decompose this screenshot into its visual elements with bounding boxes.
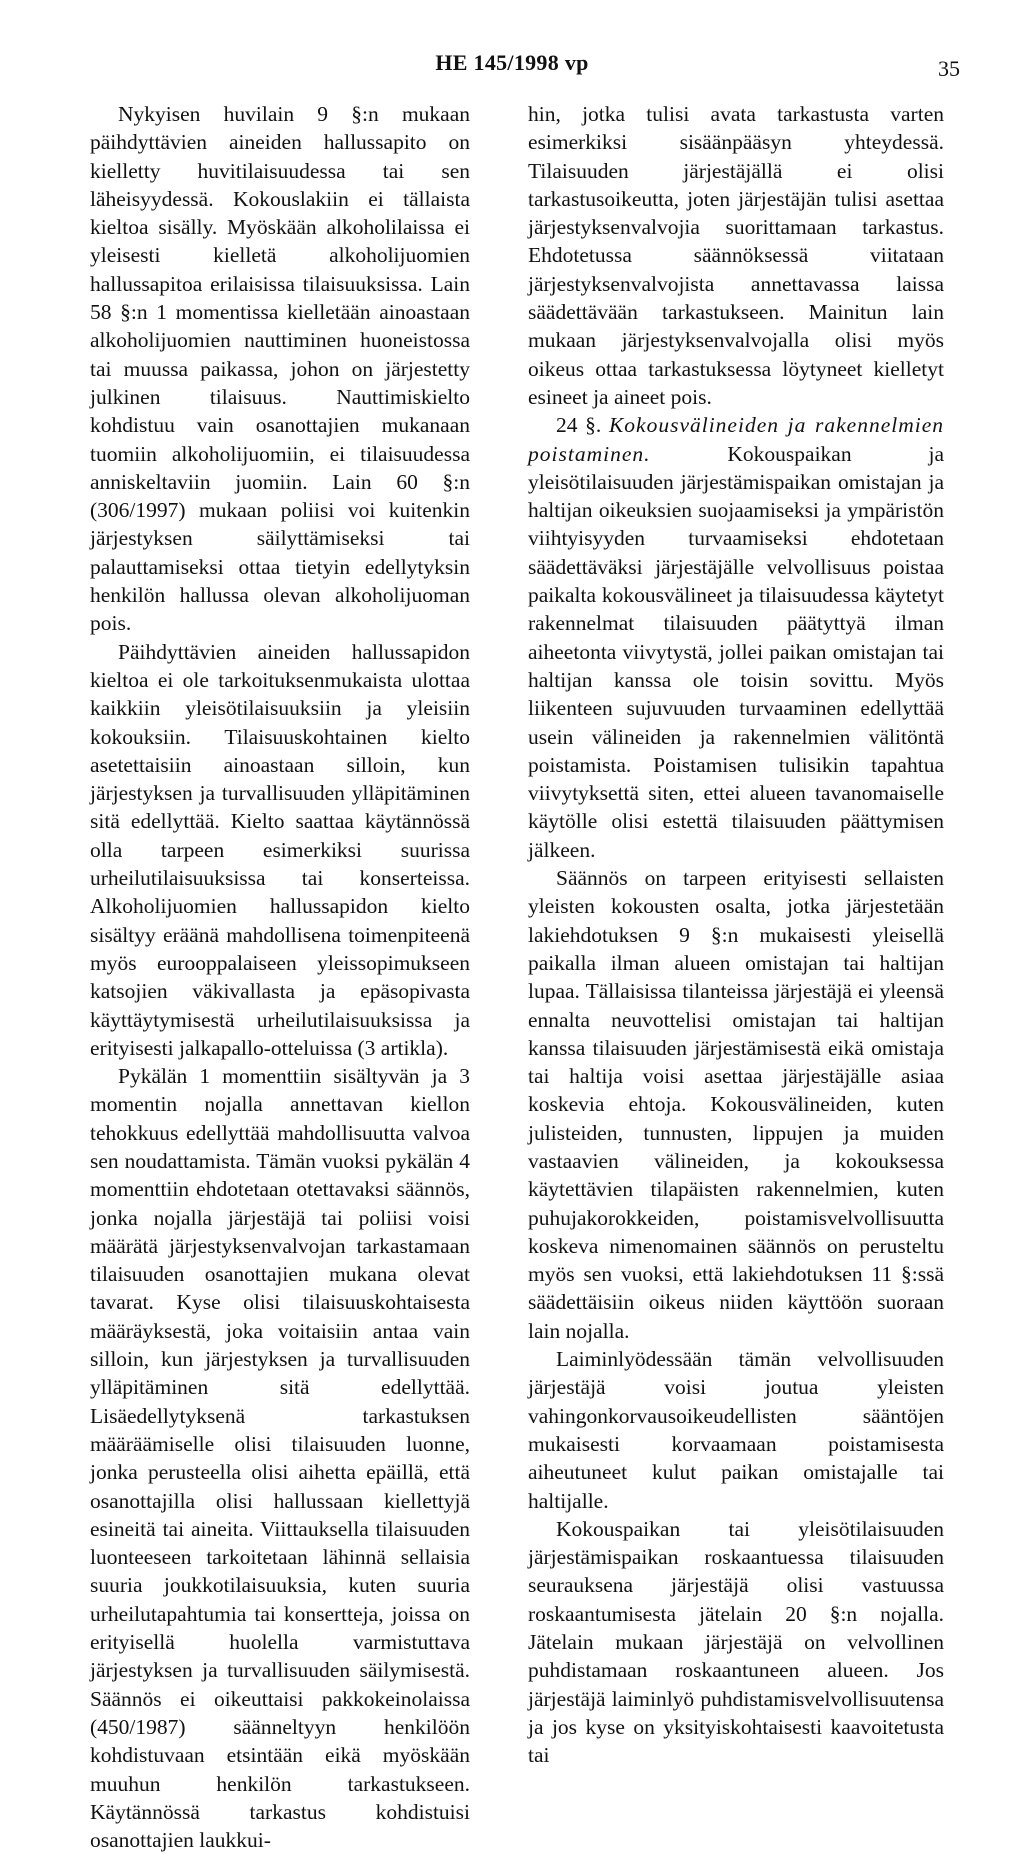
body-paragraph: Säännös on tarpeen erityisesti sellaisten yleisten kokousten osalta, jotka järjestetään lakiehdotuksen 9 §:n mukaisesti yleisellä paikalla ilman alueen omistajan tai haltijan lupaa. Tällaisissa tilanteissa järjestäjä ei yleensä ennalta neuvottelisi omistajan tai haltijan kanssa tilaisuuden järjestämisestä eikä omistaja tai haltija voisi asettaa järjestäjälle asiaa koskevia ehtoja. Kokousvälineiden, kuten julisteiden, tunnusten, lippujen ja muiden vastaavien välineiden, ja kokouksessa käytettävien tilapäisten rakennelmien, kuten puhujakorokkeiden, poistamisvelvollisuutta koskeva nimenomainen säännös on perusteltu myös sen vuoksi, että lakiehdotuksen 11 §:ssä säädettäisiin oikeus niiden käyttöön suoraan lain nojalla. (528, 866, 944, 1343)
body-paragraph: Päihdyttävien aineiden hallussapidon kieltoa ei ole tarkoituksenmukaista ulottaa kaikkiin yleisötilaisuuksiin ja yleisiin kokouksiin. Tilaisuuskohtainen kielto asetettaisiin ainoastaan silloin, kun järjestyksen ja turvallisuuden ylläpitäminen sitä edellyttää. Kielto saattaa käytännössä olla tarpeen esimerkiksi suurissa urheilutilaisuuksissa tai konserteissa. Alkoholijuomien hallussapidon kielto sisältyy eräänä mahdollisena toimenpiteenä myös eurooppalaiseen yleissopimukseen katsojien väkivallasta ja epäsopivasta käyttäytymisestä urheilutilaisuuksissa ja erityisesti jalkapallo-otteluissa (3 artikla). (90, 639, 470, 1060)
body-paragraph: Laiminlyödessään tämän velvollisuuden järjestäjä voisi joutua yleisten vahingonkorvausoikeudellisten sääntöjen mukaisesti korvaamaan poistamisesta aiheutuneet kulut paikan omistajalle tai haltijalle. (528, 1347, 944, 1513)
body-paragraph: Nykyisen huvilain 9 §:n mukaan päihdyttävien aineiden hallussapito on kielletty huvitilaisuudessa tai sen läheisyydessä. Kokouslakiin ei tällaista kieltoa sisälly. Myöskään alkoholilaissa ei yleisesti kielletä alkoholijuomien hallussapitoa erilaisissa tilaisuuksissa. Lain 58 §:n 1 momentissa kielletään ainoastaan alkoholijuomien nauttiminen huoneistossa tai muussa paikassa, johon on järjestetty julkinen tilaisuus. Nauttimiskielto kohdistuu vain osanottajien mukanaan tuomiin alkoholijuomiin, ei tilaisuudessa anniskeltaviin juomiin. Lain 60 §:n (306/1997) mukaan poliisi voi kuitenkin järjestyksen säilyttämiseksi tai palauttamiseksi ottaa tietyin edellytyksin henkilön hallussa olevan alkoholijuoman pois. (90, 102, 470, 636)
page-number: 35 (938, 56, 960, 81)
left-column (90, 100, 470, 1854)
section-number: 24 §. (556, 413, 602, 438)
body-paragraph: Kokouspaikan tai yleisötilaisuuden järjestämispaikan roskaantuessa tilaisuuden seurauksena järjestäjä olisi vastuussa roskaantumisesta jätelain 20 §:n nojalla. Jätelain mukaan järjestäjä on velvollinen puhdistamaan roskaantuneen alueen. Jos järjestäjä laiminlyö puhdistamisvelvollisuutensa ja jos kyse on yksityiskohtaisesti kaavoitetusta tai (528, 1516, 944, 1768)
section-title: Kokousvälineiden ja rakennelmien poistaminen. (528, 413, 945, 466)
body-paragraph: Pykälän 1 momenttiin sisältyvän ja 3 momentin nojalla annettavan kiellon tehokkuus edellyttää mahdollisuutta valvoa sen noudattamista. Tämän vuoksi pykälän 4 momenttiin ehdotetaan otettavaksi säännös, jonka nojalla järjestäjä tai poliisi voisi määrätä järjestyksenvalvojan tarkastamaan tilaisuuden osanottajien mukana olevat tavarat. Kyse olisi tilaisuuskohtaisesta määräyksestä, joka voitaisiin antaa vain silloin, kun järjestyksen ja turvallisuuden ylläpitäminen sitä edellyttää. Lisäedellytyksenä tarkastuksen määräämiselle olisi tilaisuuden luonne, jonka perusteella olisi aihetta epäillä, että osanottajilla olisi hallussaan kiellettyjä esineitä tai aineita. Viittauksella tilaisuuden luonteeseen tarkoitetaan lähinnä sellaisia suuria joukkotilaisuuksia, kuten suuria urheilutapahtumia tai konsertteja, joissa on erityisellä huolella varmistuttava järjestyksen ja turvallisuuden säilymisestä. Säännös ei oikeuttaisi pakkokeinolaissa (450/1987) säänneltyyn henkilöön kohdistuvaan etsintään eikä myöskään muuhun henkilön tarkastukseen. Käytännössä tarkastus kohdistuisi osanottajien laukkui- (90, 1064, 470, 1853)
continued-paragraph: hin, jotka tulisi avata tarkastusta varten esimerkiksi sisäänpääsyn yhteydessä. Tilaisuuden järjestäjällä ei olisi tarkastusoikeutta, joten järjestäjän tulisi asettaa järjestyksenvalvojia suorittamaan tarkastus. Ehdotetussa säännöksessä viitataan järjestyksenvalvojista annettavassa laissa säädettävään tarkastukseen. Mainitun lain mukaan järjestyksenvalvojalla olisi myös oikeus ottaa tarkastuksessa löytyneet kielletyt esineet ja aineet pois. (528, 102, 944, 409)
section-text: Kokouspaikan ja yleisötilaisuuden järjestämispaikan omistajan ja haltijan oikeuksien suojaamiseksi ja ympäristön viihtyisyyden turvaamiseksi ehdotetaan säädettäväksi järjestäjälle velvollisuus poistaa paikalta kokousvälineet ja tilaisuudessa käytetyt rakennelmat tilaisuuden päätyttyä ilman aiheetonta viivytystä, jollei paikan omistajan tai haltijan kanssa ole toisin sovittu. Myös liikenteen sujuvuuden turvaaminen edellyttää usein välineiden ja rakennelmien välitöntä poistamista. Poistamisen tulisikin tapahtua viivytyksettä siten, ettei alueen tavanomaiselle käytölle olisi estettä tilaisuuden päättymisen jälkeen. (528, 441, 945, 862)
document-header-title: HE 145/1998 vp (435, 50, 589, 75)
section-paragraph (528, 411, 944, 864)
right-column (528, 100, 944, 1770)
